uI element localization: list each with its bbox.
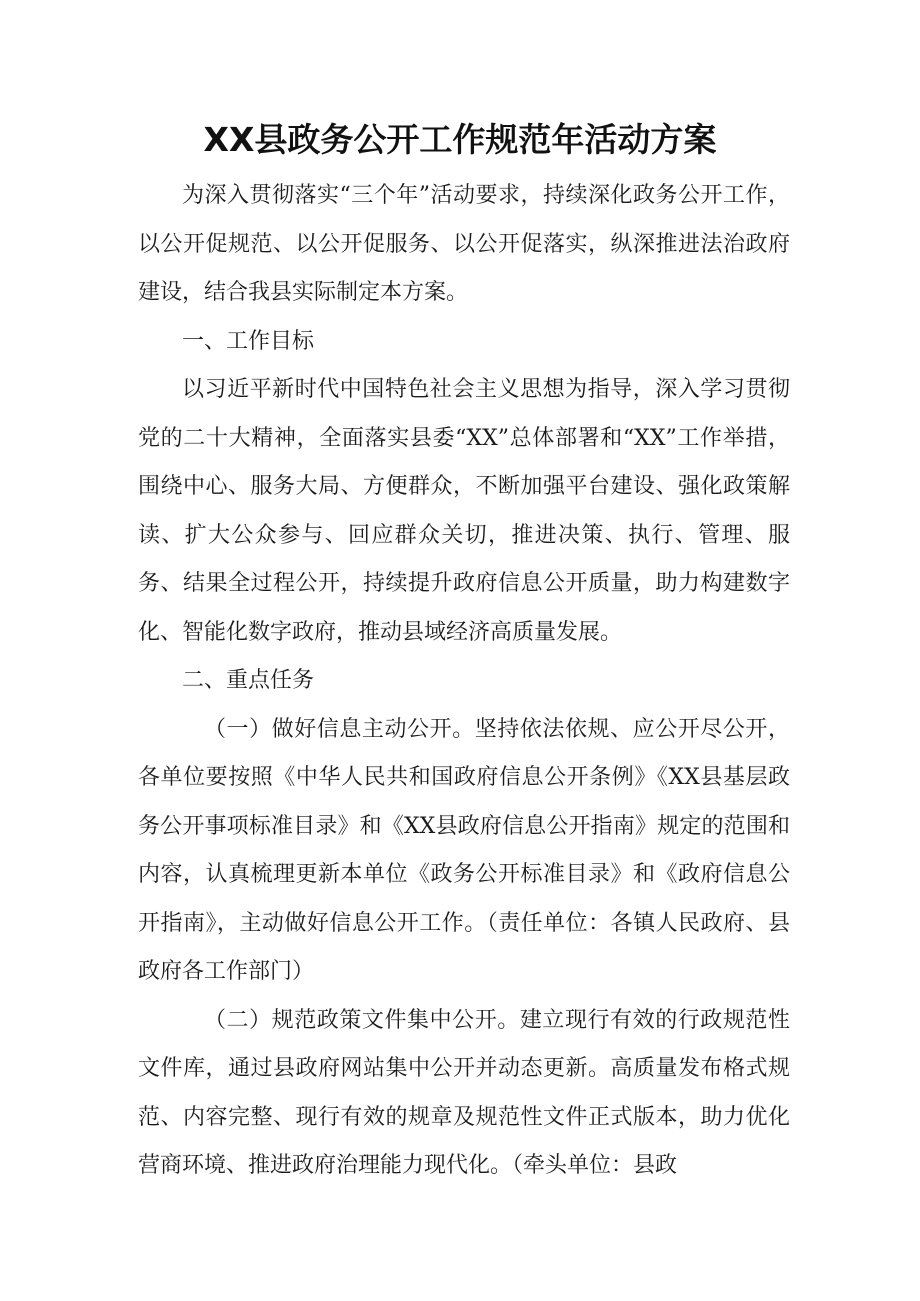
goals-paragraph: 以习近平新时代中国特色社会主义思想为指导，深入学习贯彻党的二十大精神，全面落实县委“XX”总体部署和“XX”工作举措，围绕中心、服务大局、方便群众，不断加强平台建设、强化政策解读、扩大公众参与、回应群众关切，推进决策、执行、管理、服务、结果全过程公开，持续提升政府信息公开质量，助力构建数字化、智能化数字政府，推动县域经济高质量发展。 [138, 377, 790, 645]
intro-paragraph: 为深入贯彻落实“三个年”活动要求，持续深化政务公开工作，以公开促规范、以公开促服务、以公开促落实，纵深推进法治政府建设，结合我县实际制定本方案。 [138, 183, 790, 305]
document-title: XX县政务公开工作规范年活动方案 [203, 120, 717, 159]
section-heading-tasks: 二、重点任务 [182, 668, 315, 693]
task-item-2: （二）规范政策文件集中公开。建立现行有效的行政规范性文件库，通过县政府网站集中公开并动态更新。高质量发布格式规范、内容完整、现行有效的规章及规范性文件正式版本，助力优化营商环境、推进政府治理能力现代化。（牵头单位：县政 [138, 1007, 790, 1178]
task-item-1: （一）做好信息主动公开。坚持依法依规、应公开尽公开，各单位要按照《中华人民共和国政府信息公开条例》《XX县基层政务公开事项标准目录》和《XX县政府信息公开指南》规定的范围和内容，认真梳理更新本单位《政务公开标准目录》和《政府信息公开指南》，主动做好信息公开工作。（责任单位：各镇人民政府、县政府各工作部门） [138, 716, 790, 984]
section-heading-goals: 一、工作目标 [182, 328, 315, 354]
document-body [138, 172, 790, 1191]
